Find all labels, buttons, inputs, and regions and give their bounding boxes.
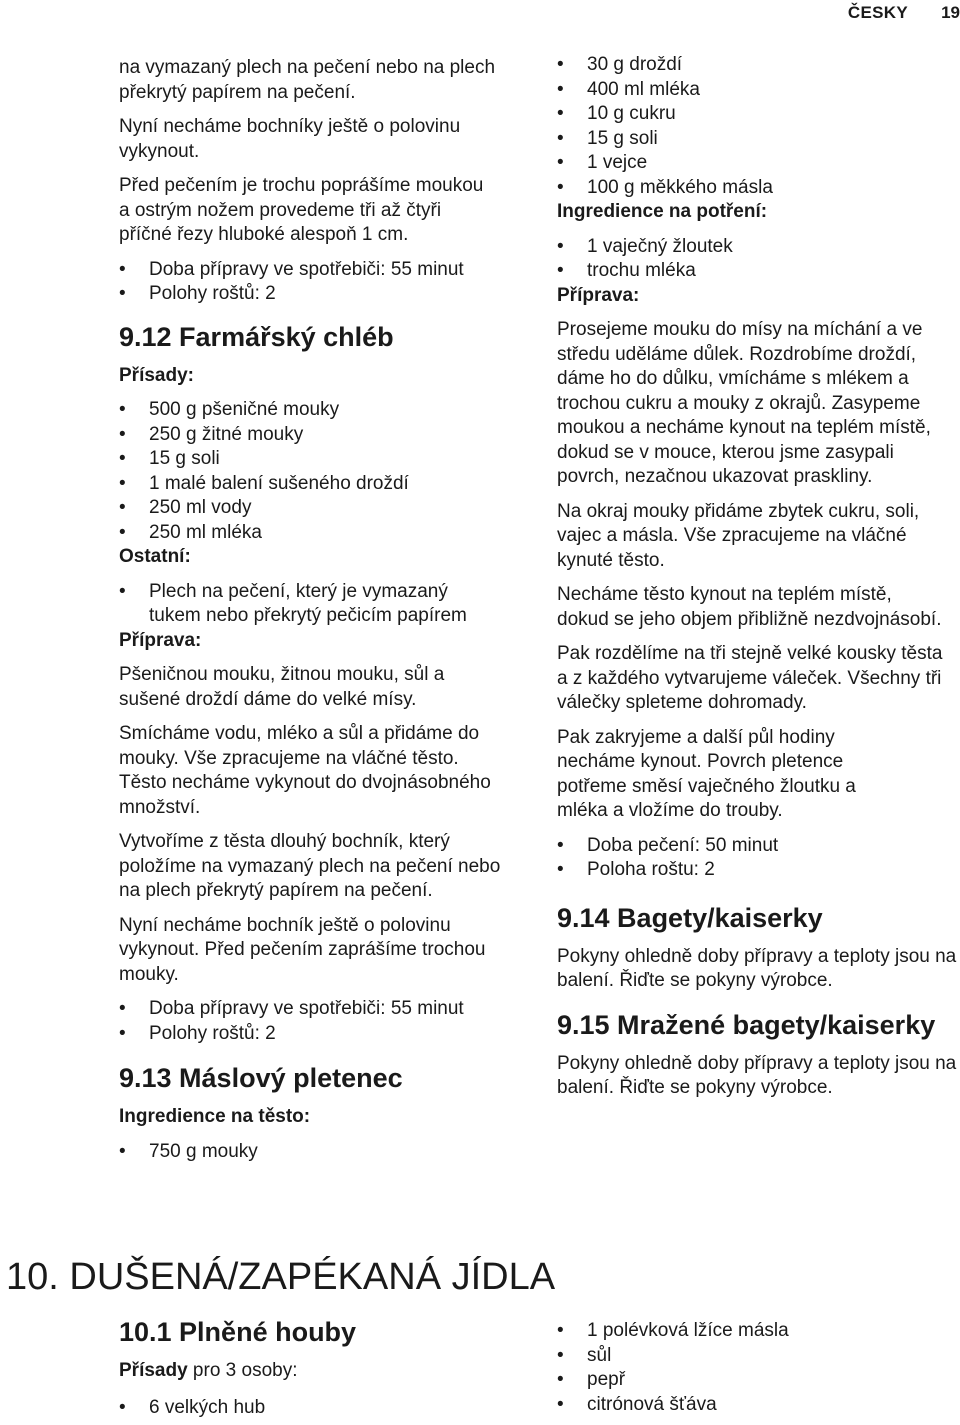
prep-label: Příprava: xyxy=(119,629,202,651)
list-item: • Polohy roštů: 2 xyxy=(119,1022,529,1047)
list-item: • Polohy roštů: 2 xyxy=(119,282,529,307)
ingredients-list xyxy=(119,1396,529,1421)
list-item: • 250 ml vody xyxy=(119,496,529,521)
baking-bullet-list xyxy=(119,997,529,1046)
coating-label: Ingredience na potření: xyxy=(557,201,768,222)
ingredients-heading xyxy=(119,1359,529,1384)
intro-paragraph-3: Před pečením je trochu poprášíme moukou a ostrým nožem provedeme tři až čtyři příčné řezy hluboké alespoň 1 cm. xyxy=(119,175,484,245)
list-item: • 1 polévková lžíce másla xyxy=(557,1319,957,1344)
left-column xyxy=(119,56,529,1164)
list-item: • Doba pečení: 50 minut xyxy=(557,834,957,859)
prep-paragraph-1: Pšeničnou mouku, žitnou mouku, sůl a sušené droždí dáme do velké mísy. xyxy=(119,664,445,710)
dough-list-continued xyxy=(557,53,957,200)
list-item: • 400 ml mléka xyxy=(557,78,957,103)
intro-paragraph-1: na vymazaný plech na pečení nebo na plech překrytý papírem na pečení. xyxy=(119,57,496,103)
list-item: • citrónová šťáva xyxy=(557,1393,957,1418)
ingredients-list xyxy=(119,398,529,545)
list-item: • 30 g droždí xyxy=(557,53,957,78)
page-header xyxy=(760,3,960,23)
prep-paragraph-3: Vytvoříme z těsta dlouhý bochník, který položíme na vymazaný plech na pečení nebo na plech překrytý papírem na pečení. xyxy=(119,831,501,901)
page-number: 19 xyxy=(941,3,960,22)
chapter-10-left xyxy=(119,1317,529,1420)
dough-list xyxy=(119,1140,529,1165)
list-item: • 100 g měkkého másla xyxy=(557,176,957,201)
prep-paragraph-5: Pak zakryjeme a další půl hodiny necháme kynout. Povrch pletence potřeme směsí vaječného žloutku a mléka a vložíme do trouby. xyxy=(557,726,856,821)
prep-paragraph-1: Prosejeme mouku do mísy na míchání a ve středu uděláme důlek. Rozdrobíme droždí, dáme ho do důlku, vmícháme s mlékem a trochou cukru a mouky z okrajů. Zasypeme moukou a necháme kynout na teplém místě, dokud se v mouce, kterou jsme zasypali povrch, nezačnou ukazovat praskliny. xyxy=(557,319,931,487)
prep-paragraph-4: Nyní necháme bochník ještě o polovinu vykynout. Před pečením zaprášíme trochou mouky. xyxy=(119,914,486,985)
list-item: • sůl xyxy=(557,1344,957,1369)
dough-label: Ingredience na těsto: xyxy=(119,1106,311,1127)
section-title-9-13: 9.13 Máslový pletenec xyxy=(119,1063,403,1093)
list-item: • 500 g pšeničné mouky xyxy=(119,398,529,423)
list-item: • 250 g žitné mouky xyxy=(119,423,529,448)
ingredients-label: Přísady xyxy=(119,1360,188,1381)
section-title-9-14: 9.14 Bagety/kaiserky xyxy=(557,902,823,933)
list-item: • Poloha roštu: 2 xyxy=(557,858,957,883)
chapter-title: 10. DUŠENÁ/ZAPÉKANÁ JÍDLA xyxy=(6,1256,556,1298)
ingredients-servings: pro 3 osoby: xyxy=(187,1360,298,1381)
prep-paragraph-2: Smícháme vodu, mléko a sůl a přidáme do mouky. Vše zpracujeme na vláčné těsto. Těsto necháme vykynout do dvojnásobného množství. xyxy=(119,723,491,818)
list-item: • 1 vaječný žloutek xyxy=(557,235,957,260)
section-text-9-15: Pokyny ohledně doby přípravy a teploty jsou na balení. Řiďte se pokyny výrobce. xyxy=(557,1052,957,1098)
list-item: • pepř xyxy=(557,1368,957,1393)
list-item: • 250 ml mléka xyxy=(119,521,529,546)
other-list xyxy=(119,580,504,629)
list-item: • 6 velkých hub xyxy=(119,1396,529,1421)
list-item: • trochu mléka xyxy=(557,259,957,284)
list-item: • Doba přípravy ve spotřebiči: 55 minut xyxy=(119,258,529,283)
prep-label: Příprava: xyxy=(557,284,640,306)
list-item: • Doba přípravy ve spotřebiči: 55 minut xyxy=(119,997,529,1022)
list-item: • Plech na pečení, který je vymazaný tukem nebo překrytý pečicím papírem xyxy=(119,580,504,629)
ingredients-list-continued xyxy=(557,1319,957,1417)
baking-bullet-list xyxy=(557,834,957,883)
prep-paragraph-4: Pak rozdělíme na tři stejně velké kousky těsta a z každého vytvarujeme váleček. Všechny tři válečky spleteme dohromady. xyxy=(557,643,943,713)
list-item: • 1 malé balení sušeného droždí xyxy=(119,472,529,497)
list-item: • 15 g soli xyxy=(557,127,957,152)
intro-bullet-list xyxy=(119,258,529,307)
list-item: • 750 g mouky xyxy=(119,1140,529,1165)
right-column xyxy=(557,53,957,1101)
other-label: Ostatní: xyxy=(119,546,191,567)
language-label: ČESKY xyxy=(847,3,908,22)
section-title-9-12: 9.12 Farmářský chléb xyxy=(119,321,394,352)
list-item: • 1 vejce xyxy=(557,151,957,176)
intro-paragraph-2: Nyní necháme bochníky ještě o polovinu vykynout. xyxy=(119,116,461,162)
section-title-10-1: 10.1 Plněné houby xyxy=(119,1317,357,1347)
coating-list xyxy=(557,235,957,284)
prep-paragraph-3: Necháme těsto kynout na teplém místě, dokud se jeho objem přibližně nezdvojnásobí. xyxy=(557,584,942,630)
section-text-9-14: Pokyny ohledně doby přípravy a teploty jsou na balení. Řiďte se pokyny výrobce. xyxy=(557,945,957,991)
list-item: • 10 g cukru xyxy=(557,102,957,127)
list-item: • 15 g soli xyxy=(119,447,529,472)
chapter-10-right xyxy=(557,1319,957,1417)
section-title-9-15: 9.15 Mražené bagety/kaiserky xyxy=(557,1009,936,1040)
ingredients-label: Přísady: xyxy=(119,364,194,386)
prep-paragraph-2: Na okraj mouky přidáme zbytek cukru, soli, vajec a másla. Vše zpracujeme na vláčné kynuté těsto. xyxy=(557,500,920,571)
